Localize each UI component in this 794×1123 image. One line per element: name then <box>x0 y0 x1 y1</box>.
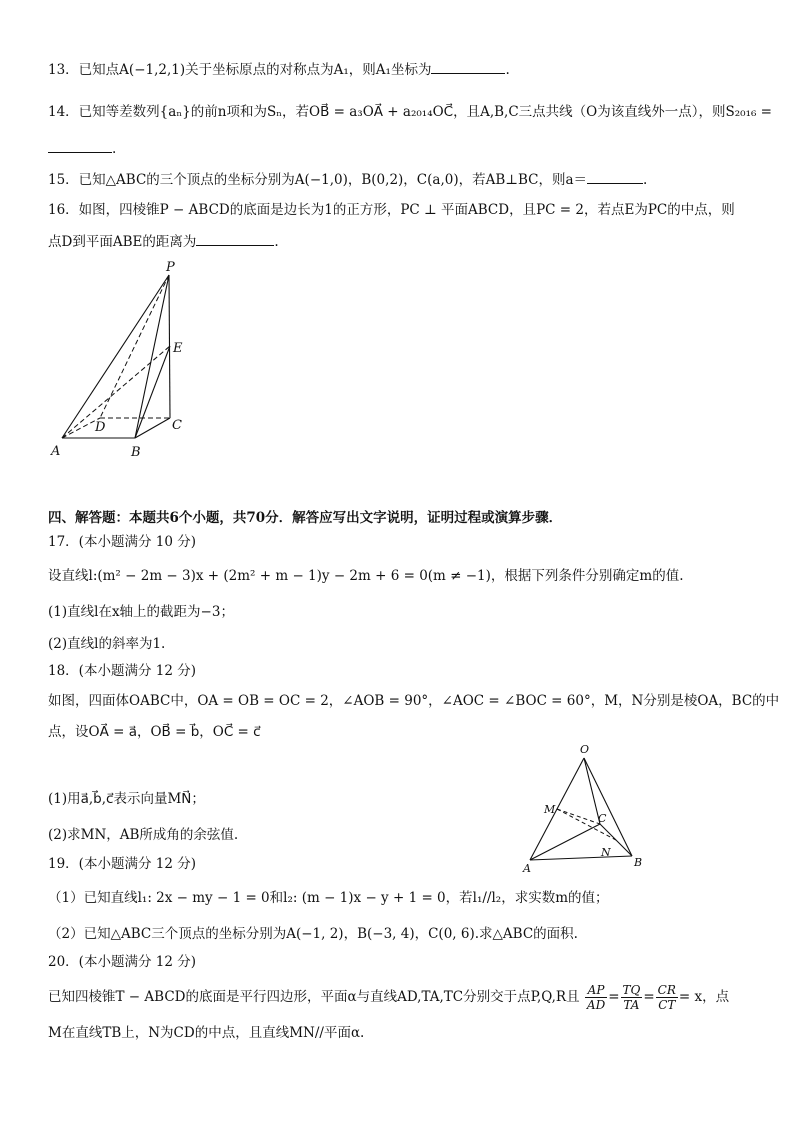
label-N: N <box>601 846 611 859</box>
edge-PB <box>135 275 169 438</box>
question-16-line2: 点D到平面ABE的距离为 . <box>48 234 279 250</box>
question-20-heading: 20．(本小题满分 12 分) <box>48 954 196 970</box>
question-16 <box>48 201 735 219</box>
label-B: B <box>634 856 643 869</box>
question-19-heading: 19．(本小题满分 12 分) <box>48 856 196 872</box>
fraction-CR-CT: $\frac{CR}{CT}$ <box>657 983 676 1012</box>
question-13-text: 13．已知点A(−1,2,1)关于坐标原点的对称点为A₁，则A₁坐标为 <box>48 62 432 78</box>
label-E: E <box>173 341 183 356</box>
question-15-text: 15．已知△ABC的三个顶点的坐标分别为A(−1,0)，B(0,2)，C(a,0)，若AB⊥BC，则a＝ <box>48 172 588 188</box>
question-17-text: 设直线l:(m² − 2m − 3)x + (2m² + m − 1)y − 2m + 6 = 0(m ≠ −1)，根据下列条件分别确定m的值. <box>48 568 684 584</box>
label-C: C <box>172 418 182 433</box>
question-17-heading: 17．(本小题满分 10 分) <box>48 534 196 550</box>
pyramid-figure <box>40 258 200 468</box>
label-A: A <box>523 862 531 875</box>
fraction-TQ-TA: $\frac{TQ}{TA}$ <box>622 983 641 1012</box>
answer-blank-16 <box>196 233 274 246</box>
edge-OB <box>584 758 632 856</box>
edge-BE <box>135 346 170 438</box>
question-18-part-2: (2)求MN，AB所成角的余弦值. <box>48 827 239 843</box>
edge-AB <box>530 856 632 860</box>
question-18-part-1: (1)用a⃗,b⃗,c⃗表示向量MN⃗； <box>48 791 205 807</box>
question-16-text: 16．如图，四棱锥P − ABCD的底面是边长为1的正方形，PC ⊥ 平面ABCD，且PC = 2，若点E为PC的中点，则 <box>48 202 735 218</box>
edge-AE <box>62 346 170 438</box>
label-B: B <box>131 445 141 460</box>
question-19-part-1: （1）已知直线l₁: 2x − my − 1 = 0和l₂: (m − 1)x − y + 1 = 0，若l₁//l₂，求实数m的值； <box>48 890 609 906</box>
edge-AC <box>530 824 600 860</box>
section-four-heading: 四、解答题：本题共6个小题，共70分．解答应写出文字说明，证明过程或演算步骤． <box>48 510 563 526</box>
question-15: 15．已知△ABC的三个顶点的坐标分别为A(−1,0)，B(0,2)，C(a,0)，若AB⊥BC，则a＝ . <box>48 172 648 188</box>
segment-MC <box>557 809 600 824</box>
question-20-text-line2: M在直线TB上，N为CD的中点，且直线MN//平面α. <box>48 1025 365 1041</box>
question-18-text: 如图，四面体OABC中，OA = OB = OC = 2，∠AOB = 90°，∠AOC = ∠BOC = 60°，M，N分别是棱OA，BC的中 <box>48 693 780 709</box>
question-14 <box>48 103 772 121</box>
fraction-AP-AD: $\frac{AP}{AD}$ <box>586 983 606 1012</box>
segment-MN <box>557 809 616 840</box>
label-D: D <box>95 420 106 435</box>
question-13: 13．已知点A(−1,2,1)关于坐标原点的对称点为A₁，则A₁坐标为 . <box>48 62 510 78</box>
edge-PD <box>100 275 169 418</box>
tetrahedron-figure <box>516 742 656 877</box>
label-C: C <box>598 812 607 825</box>
answer-blank-14 <box>48 140 112 153</box>
label-O: O <box>580 743 590 756</box>
label-M: M <box>544 803 556 816</box>
question-17-part-1: (1)直线l在x轴上的截距为−3； <box>48 604 234 620</box>
answer-blank-15 <box>587 171 643 184</box>
question-14-text: 14．已知等差数列{aₙ}的前n项和为Sₙ，若OB⃗ = a₃OA⃗ + a₂₀₁₄OC⃗，且A,B,C三点共线（O为该直线外一点），则S₂₀₁₆ = <box>48 104 772 120</box>
answer-blank-13 <box>431 61 505 74</box>
label-A: A <box>51 444 61 459</box>
label-P: P <box>166 260 175 275</box>
question-17-part-2: (2)直线l的斜率为1. <box>48 636 166 652</box>
question-19-part-2: （2）已知△ABC三个顶点的坐标分别为A(−1, 2)，B(−3, 4)，C(0, 6).求△ABC的面积. <box>48 926 578 942</box>
edge-PA <box>62 275 169 438</box>
edge-BC <box>135 418 170 438</box>
question-20-text: 已知四棱锥T − ABCD的底面是平行四边形，平面α与直线AD,TA,TC分别交于点P,Q,R且 $\frac{AP}{AD}$ = $\frac{TQ}{TA}$ = $\frac{CR}{CT}$ = x，点 <box>48 983 730 1012</box>
question-14-blank-line: . <box>48 140 116 158</box>
question-18-heading: 18．(本小题满分 12 分) <box>48 663 196 679</box>
question-18-text-line2: 点，设OA⃗ = a⃗，OB⃗ = b⃗，OC⃗ = c⃗ <box>48 724 261 740</box>
